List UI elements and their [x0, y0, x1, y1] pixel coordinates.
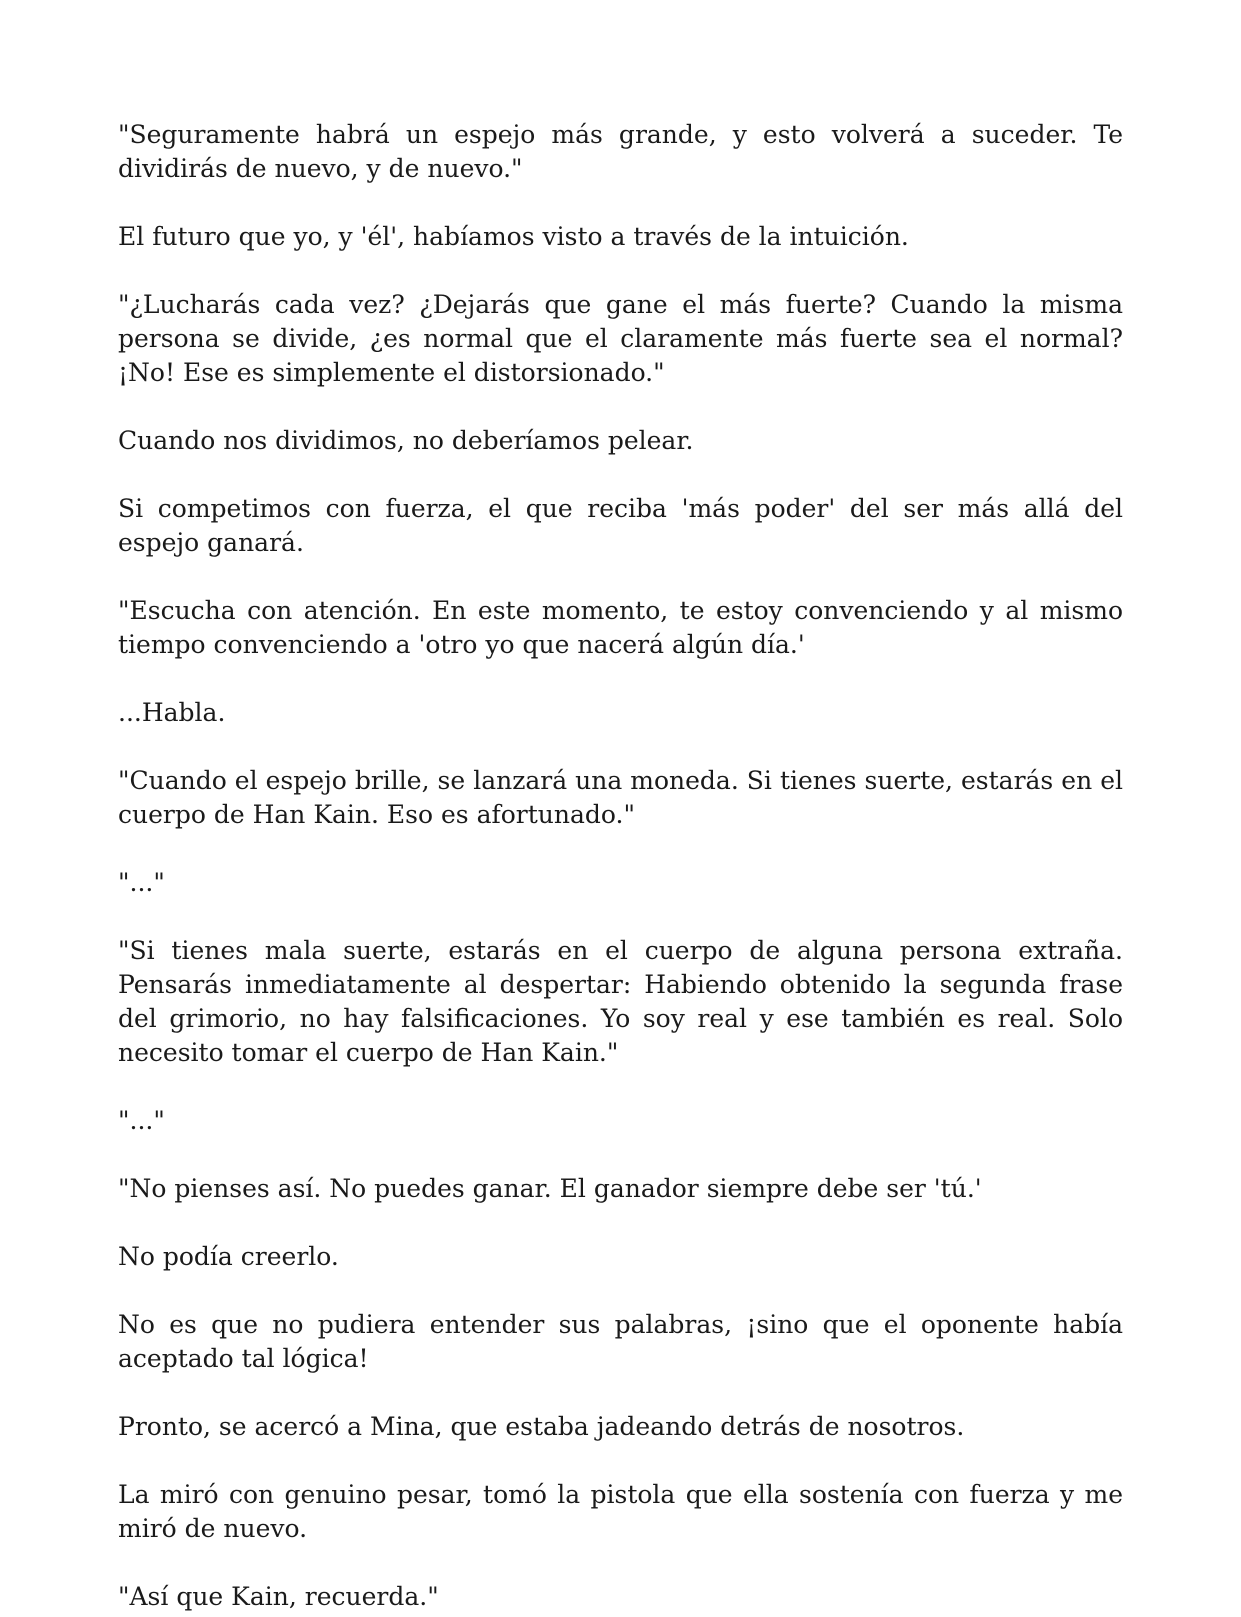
- paragraph: "Si tienes mala suerte, estarás en el cuerpo de alguna persona extraña. Pensarás inmediatamente al despertar: Habiendo obtenido la segunda frase del grimorio, no hay falsificaciones. Yo soy real y ese también es real. Solo necesito tomar el cuerpo de Han Kain.": [118, 936, 1123, 1067]
- paragraph: "...": [118, 868, 165, 897]
- paragraph: "Escucha con atención. En este momento, te estoy convenciendo y al mismo tiempo convenciendo a 'otro yo que nacerá algún día.': [118, 596, 1123, 659]
- paragraph: La miró con genuino pesar, tomó la pistola que ella sostenía con fuerza y me miró de nuevo.: [118, 1480, 1123, 1543]
- paragraph: Si competimos con fuerza, el que reciba 'más poder' del ser más allá del espejo ganará.: [118, 494, 1123, 557]
- paragraph: "...": [118, 1106, 165, 1135]
- paragraph: "¿Lucharás cada vez? ¿Dejarás que gane el más fuerte? Cuando la misma persona se divide, ¿es normal que el claramente más fuerte sea el normal? ¡No! Ese es simplemente el distorsionado.": [118, 290, 1123, 387]
- paragraph: ...Habla.: [118, 698, 226, 727]
- paragraph: No podía creerlo.: [118, 1242, 339, 1271]
- paragraph: "No pienses así. No puedes ganar. El ganador siempre debe ser 'tú.': [118, 1174, 982, 1203]
- document-body: [118, 118, 1123, 1617]
- paragraph: "Cuando el espejo brille, se lanzará una moneda. Si tienes suerte, estarás en el cuerpo de Han Kain. Eso es afortunado.": [118, 766, 1123, 829]
- paragraph: "Así que Kain, recuerda.": [118, 1582, 439, 1611]
- paragraph: Cuando nos dividimos, no deberíamos pelear.: [118, 426, 694, 455]
- paragraph: Pronto, se acercó a Mina, que estaba jadeando detrás de nosotros.: [118, 1412, 965, 1441]
- paragraph: "Seguramente habrá un espejo más grande, y esto volverá a suceder. Te dividirás de nuevo, y de nuevo.": [118, 120, 1123, 183]
- paragraph: No es que no pudiera entender sus palabras, ¡sino que el oponente había aceptado tal lógica!: [118, 1310, 1123, 1373]
- paragraph: El futuro que yo, y 'él', habíamos visto a través de la intuición.: [118, 222, 909, 251]
